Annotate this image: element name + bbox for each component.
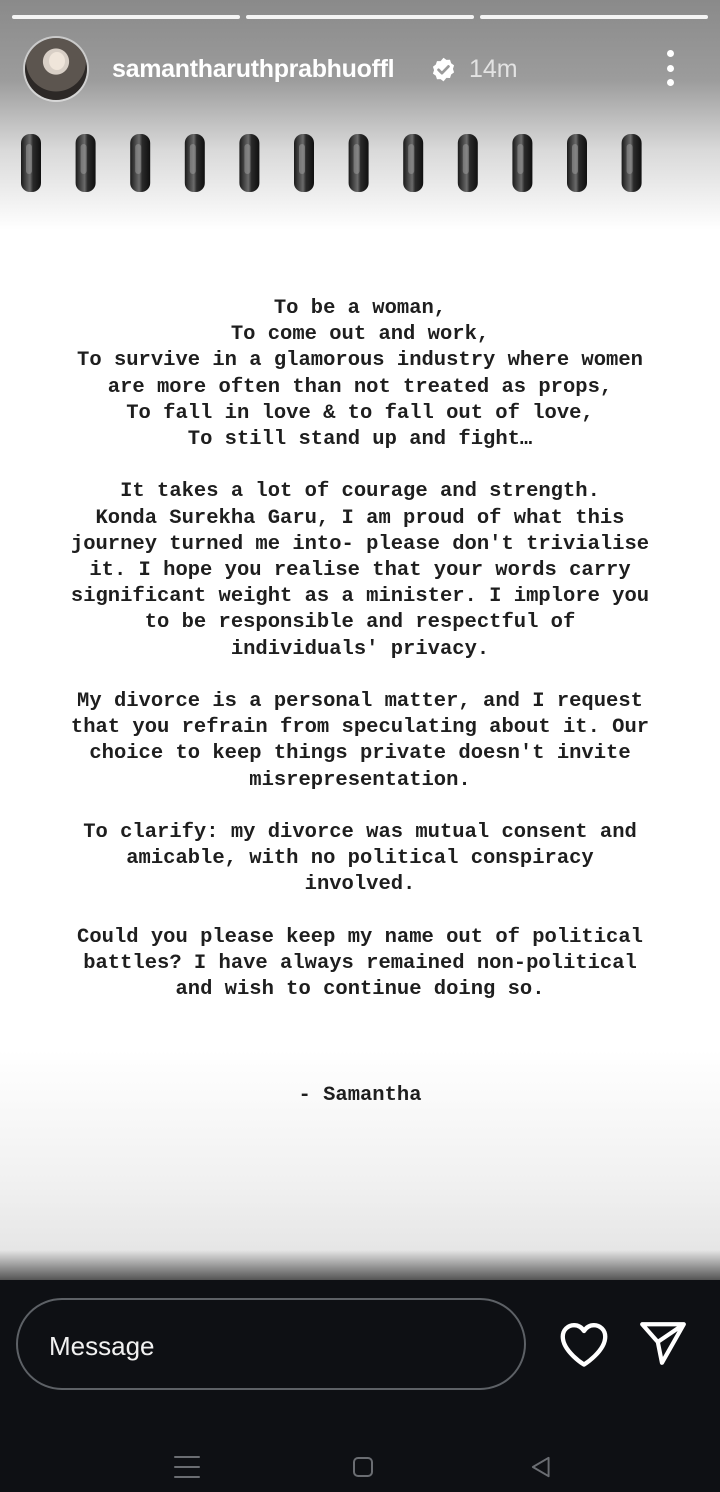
letter-paragraph: To be a woman, To come out and work, To survive in a glamorous industry where women are more often than not treated as props, To fall in love & to fall out of love, To still stand up and fight… bbox=[77, 297, 643, 452]
send-icon[interactable] bbox=[638, 1320, 688, 1366]
signature: - Samantha bbox=[298, 1084, 422, 1107]
message-placeholder: Message bbox=[49, 1331, 155, 1361]
back-icon[interactable] bbox=[528, 1454, 554, 1480]
progress-segment bbox=[12, 15, 240, 19]
letter-paragraph: Could you please keep my name out of political battles? I have always remained non-political and wish to continue doing so. bbox=[77, 925, 643, 1002]
letter-paragraph: My divorce is a personal matter, and I request that you refrain from speculating about it. Our choice to keep things private doesn't invite misrepresentation. bbox=[70, 690, 650, 792]
message-input[interactable] bbox=[16, 1298, 526, 1390]
notebook-spiral bbox=[18, 130, 678, 200]
verified-badge-icon bbox=[430, 56, 457, 83]
letter-paragraph: To clarify: my divorce was mutual consent and amicable, with no political conspiracy involved. bbox=[83, 821, 637, 897]
post-time: 14m bbox=[469, 55, 518, 83]
recent-apps-icon[interactable] bbox=[174, 1456, 200, 1478]
more-options-icon[interactable] bbox=[660, 50, 680, 86]
home-icon[interactable] bbox=[353, 1457, 373, 1477]
progress-segment bbox=[246, 15, 474, 19]
progress-segment bbox=[480, 15, 708, 19]
avatar[interactable] bbox=[25, 38, 87, 100]
username[interactable]: samantharuthprabhuoffl bbox=[112, 55, 395, 83]
heart-icon[interactable] bbox=[558, 1320, 610, 1368]
letter-paragraph: It takes a lot of courage and strength. Konda Surekha Garu, I am proud of what this journey turned me into- please don't trivialise it. I hope you realise that your words carry significant weight as a minister. I implore you to be responsible and respectful of individuals' privacy. bbox=[70, 480, 650, 661]
system-navigation-bar bbox=[0, 1440, 720, 1492]
letter-body bbox=[0, 296, 720, 1030]
story-progress-bar bbox=[12, 15, 708, 19]
